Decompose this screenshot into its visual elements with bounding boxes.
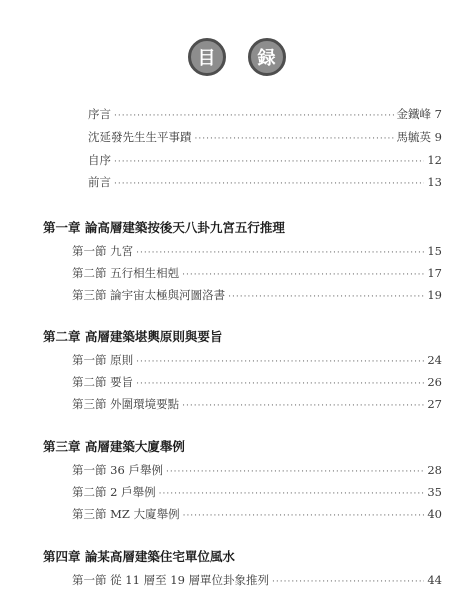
toc-entry-ch1-sec3[interactable] — [72, 287, 442, 303]
toc-entry-ch3-sec3[interactable] — [72, 506, 442, 522]
entry-label: 五行相生相剋 — [110, 266, 180, 280]
entry-page: 19 — [427, 288, 442, 302]
leader-dots — [195, 134, 394, 144]
leader-dots — [136, 379, 424, 389]
toc-entry-ch4-sec1[interactable] — [72, 572, 442, 588]
leader-dots — [136, 357, 424, 367]
entry-page: 12 — [427, 153, 442, 167]
entry-page: 26 — [427, 375, 442, 389]
toc-entry-ch2-sec3[interactable] — [72, 396, 442, 412]
section-number: 第一節 — [72, 353, 107, 367]
toc-heading — [0, 38, 473, 76]
section-number: 第一節 — [72, 244, 107, 258]
section-number: 第三節 — [72, 397, 107, 411]
leader-dots — [159, 489, 425, 499]
toc-entry-ch2-sec2[interactable] — [72, 374, 442, 390]
entry-page: 24 — [427, 353, 442, 367]
section-number: 第二節 — [72, 375, 107, 389]
entry-label: 九宮 — [110, 244, 134, 258]
toc-entry-preface[interactable] — [88, 106, 442, 122]
entry-page: 44 — [427, 573, 442, 587]
entry-label: 36 戶舉例 — [110, 463, 163, 477]
toc-entry-ch1-sec1[interactable] — [72, 243, 442, 259]
toc-entry-ch3-sec2[interactable] — [72, 484, 442, 500]
chapter-4-heading[interactable]: 第四章 論某高層建築住宅單位風水 — [43, 549, 235, 564]
entry-label: 前言 — [88, 175, 111, 189]
leader-dots — [136, 248, 424, 258]
entry-label: 論宇宙太極與河圖洛書 — [110, 288, 226, 302]
leader-dots — [114, 179, 424, 189]
toc-entry-foreword[interactable] — [88, 174, 442, 190]
leader-dots — [183, 511, 425, 521]
chapter-3-heading[interactable]: 第三章 高層建築大廈舉例 — [43, 439, 185, 454]
entry-page: 40 — [427, 507, 442, 521]
leader-dots — [182, 401, 424, 411]
entry-label: MZ 大廈舉例 — [110, 507, 180, 521]
section-number: 第一節 — [72, 573, 107, 587]
entry-label: 自序 — [88, 153, 111, 167]
entry-page: 17 — [427, 266, 442, 280]
toc-entry-ch2-sec1[interactable] — [72, 352, 442, 368]
entry-page: 15 — [427, 244, 442, 258]
section-number: 第三節 — [72, 507, 107, 521]
toc-entry-biography[interactable] — [88, 129, 442, 145]
entry-label: 序言 — [88, 107, 111, 121]
entry-page: 28 — [427, 463, 442, 477]
section-number: 第一節 — [72, 463, 107, 477]
chapter-2-heading[interactable]: 第二章 高層建築堪輿原則與要旨 — [43, 329, 223, 344]
section-number: 第三節 — [72, 288, 107, 302]
entry-page: 35 — [427, 485, 442, 499]
toc-title-char-1: 目 — [188, 38, 226, 76]
chapter-1-heading[interactable]: 第一章 論高層建築按後天八卦九宮五行推理 — [43, 220, 285, 235]
leader-dots — [182, 270, 424, 280]
leader-dots — [228, 292, 424, 302]
toc-title-char-2: 録 — [248, 38, 286, 76]
leader-dots — [272, 577, 424, 587]
entry-label: 要旨 — [110, 375, 134, 389]
toc-entry-ch3-sec1[interactable] — [72, 462, 442, 478]
entry-label: 外圍環境要點 — [110, 397, 180, 411]
toc-entry-author-preface[interactable] — [88, 152, 442, 168]
entry-label: 從 11 層至 19 層單位卦象推列 — [110, 573, 270, 587]
leader-dots — [114, 111, 394, 121]
entry-label: 2 戶舉例 — [110, 485, 156, 499]
entry-page: 27 — [427, 397, 442, 411]
entry-page: 馬毓英 9 — [396, 130, 442, 144]
entry-page: 金鐵峰 7 — [396, 107, 442, 121]
leader-dots — [114, 157, 424, 167]
entry-label: 原則 — [110, 353, 134, 367]
entry-page: 13 — [427, 175, 442, 189]
entry-label: 沈延發先生生平事蹟 — [88, 130, 192, 144]
toc-entry-ch1-sec2[interactable] — [72, 265, 442, 281]
section-number: 第二節 — [72, 485, 107, 499]
leader-dots — [166, 467, 424, 477]
section-number: 第二節 — [72, 266, 107, 280]
